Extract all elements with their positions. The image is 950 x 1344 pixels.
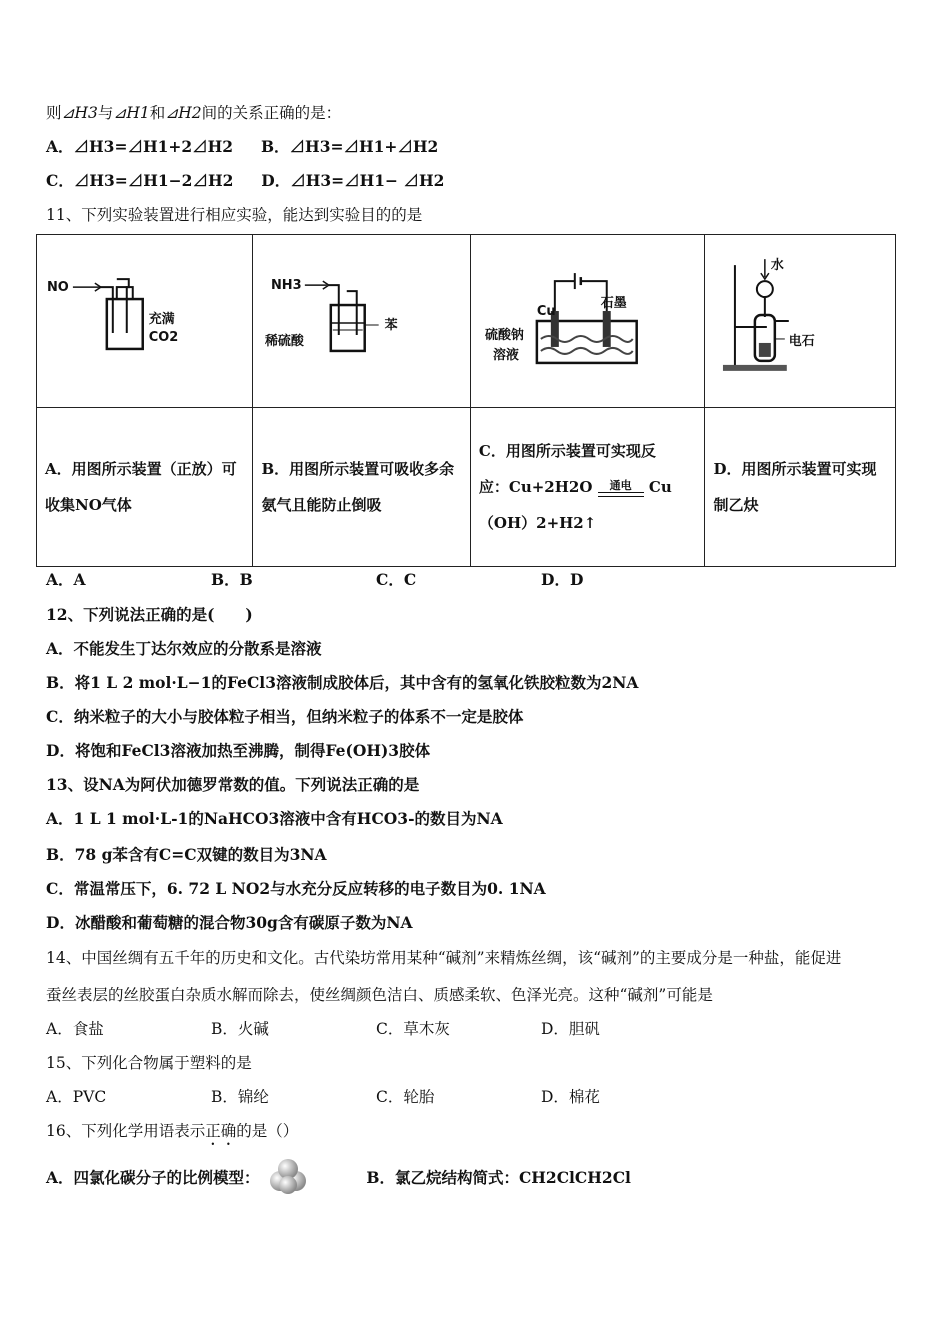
option-c-line2: 应：Cu+2H2O 通电 Cu [478, 478, 672, 496]
diagram-a-cell [37, 235, 253, 408]
q10-option-c[interactable]: C．⊿H3=⊿H1−2⊿H2 [46, 171, 234, 190]
option-d-description: D．用图所示装置可实现制乙炔 [705, 408, 896, 567]
q10-options-row1 [46, 137, 438, 157]
q13-stem: 13、设NA为阿伏加德罗常数的值。下列说法正确的是 [46, 775, 420, 794]
diagram-c-cell [470, 235, 705, 408]
experiment-table [36, 234, 896, 567]
option-c-line1: C．用图所示装置可实现反 [478, 442, 656, 460]
electrolysis-diagram [471, 235, 705, 407]
ccl4-model-image [264, 1169, 306, 1189]
q16-options [46, 1168, 631, 1189]
option-c-description [470, 408, 705, 567]
q16-option-a[interactable]: A．四氯化碳分子的比例模型： [46, 1168, 260, 1187]
q14-stem-line2: 蚕丝表层的丝胶蛋白杂质水解而除去，使丝绸颜色洁白、质感柔软、色泽光亮。这种“碱剂”可能是 [46, 986, 713, 1004]
q11-stem: 11、下列实验装置进行相应实验，能达到实验目的的是 [46, 206, 423, 224]
space-filling-model-icon [268, 1159, 310, 1195]
q11-option-c[interactable]: C．C [376, 570, 417, 589]
q14-option-a[interactable]: A．食盐 [46, 1020, 104, 1038]
diagram-c-solution-label2: 溶液 [492, 347, 519, 363]
diagram-d-cell [705, 235, 896, 408]
q13-option-d[interactable]: D．冰醋酸和葡萄糖的混合物30g含有碳原子数为NA [46, 913, 413, 932]
option-b-description: B．用图所示装置可吸收多余氨气且能防止倒吸 [253, 408, 470, 567]
diagram-a-label2: CO2 [148, 329, 179, 345]
q14-option-c[interactable]: C．草木灰 [376, 1020, 450, 1038]
option-c-line3: （OH）2+H2↑ [478, 514, 597, 532]
q13-option-c[interactable]: C．常温常压下，6. 72 L NO2与水充分反应转移的电子数目为0. 1NA [46, 879, 546, 898]
diagram-a-label1: 充满 [148, 311, 175, 327]
q14-option-d[interactable]: D．胆矾 [541, 1020, 600, 1038]
electrolysis-condition: 通电 [598, 480, 644, 497]
q16-stem: 16、下列化学用语表示正确的是（） [46, 1122, 299, 1140]
q10-option-d[interactable]: D．⊿H3=⊿H1− ⊿H2 [261, 171, 445, 190]
q15-option-c[interactable]: C．轮胎 [376, 1088, 435, 1106]
q11-option-b[interactable]: B．B [211, 570, 253, 589]
q15-options [46, 1087, 600, 1107]
q13-option-b[interactable]: B．78 g苯含有C=C双键的数目为3NA [46, 845, 327, 864]
diagram-b-gas-label: NH3 [271, 278, 303, 294]
q12-stem: 12、下列说法正确的是( ) [46, 605, 253, 624]
diagram-a-gas-label: NO [46, 280, 69, 296]
q10-option-b[interactable]: B．⊿H3=⊿H1+⊿H2 [260, 137, 439, 156]
diagram-d-water-label: 水 [771, 258, 785, 274]
diagram-b-label-right: 苯 [385, 317, 399, 333]
q14-options [46, 1019, 600, 1039]
q10-option-a[interactable]: A．⊿H3=⊿H1+2⊿H2 [46, 137, 234, 156]
gas-bottle-diagram [37, 235, 252, 407]
diagram-b-cell [253, 235, 470, 408]
q12-option-d[interactable]: D．将饱和FeCl3溶液加热至沸腾，制得Fe(OH)3胶体 [46, 741, 431, 760]
option-a-description: A．用图所示装置（正放）可收集NO气体 [37, 408, 253, 567]
q16-option-b[interactable]: B．氯乙烷结构简式：CH2ClCH2Cl [366, 1168, 631, 1187]
diagram-c-cu-label: Cu [536, 304, 556, 320]
q15-option-b[interactable]: B．锦纶 [211, 1088, 269, 1106]
acetylene-diagram [705, 235, 895, 407]
q11-option-a[interactable]: A．A [46, 570, 86, 589]
q15-option-d[interactable]: D．棉花 [541, 1088, 600, 1106]
q11-option-d[interactable]: D．D [541, 570, 584, 589]
q12-option-b[interactable]: B．将1 L 2 mol·L−1的FeCl3溶液制成胶体后，其中含有的氢氧化铁胶粒数为2NA [46, 673, 639, 692]
q12-option-a[interactable]: A．不能发生丁达尔效应的分散系是溶液 [46, 639, 322, 658]
diagram-d-solid-label: 电石 [789, 333, 816, 349]
q10-stem: 则⊿H3与⊿H1和⊿H2间的关系正确的是： [46, 104, 342, 122]
diagram-b-label-left: 稀硫酸 [265, 333, 305, 349]
q13-option-a[interactable]: A．1 L 1 mol·L-1的NaHCO3溶液中含有HCO3-的数目为NA [46, 809, 503, 828]
diagram-c-solution-label1: 硫酸钠 [484, 327, 524, 343]
q15-option-a[interactable]: A．PVC [46, 1088, 107, 1106]
diagram-c-graphite-label: 石墨 [600, 296, 627, 312]
q14-stem-line1: 14、中国丝绸有五千年的历史和文化。古代染坊常用某种“碱剂”来精炼丝绸，该“碱剂”的主要成分是一种盐，能促进 [46, 949, 842, 967]
q12-option-c[interactable]: C．纳米粒子的大小与胶体粒子相当，但纳米粒子的体系不一定是胶体 [46, 707, 524, 726]
q11-options [46, 570, 583, 590]
q14-option-b[interactable]: B．火碱 [211, 1020, 269, 1038]
q10-options-row2 [46, 171, 444, 191]
absorption-diagram [253, 235, 469, 407]
q15-stem: 15、下列化合物属于塑料的是 [46, 1054, 252, 1072]
